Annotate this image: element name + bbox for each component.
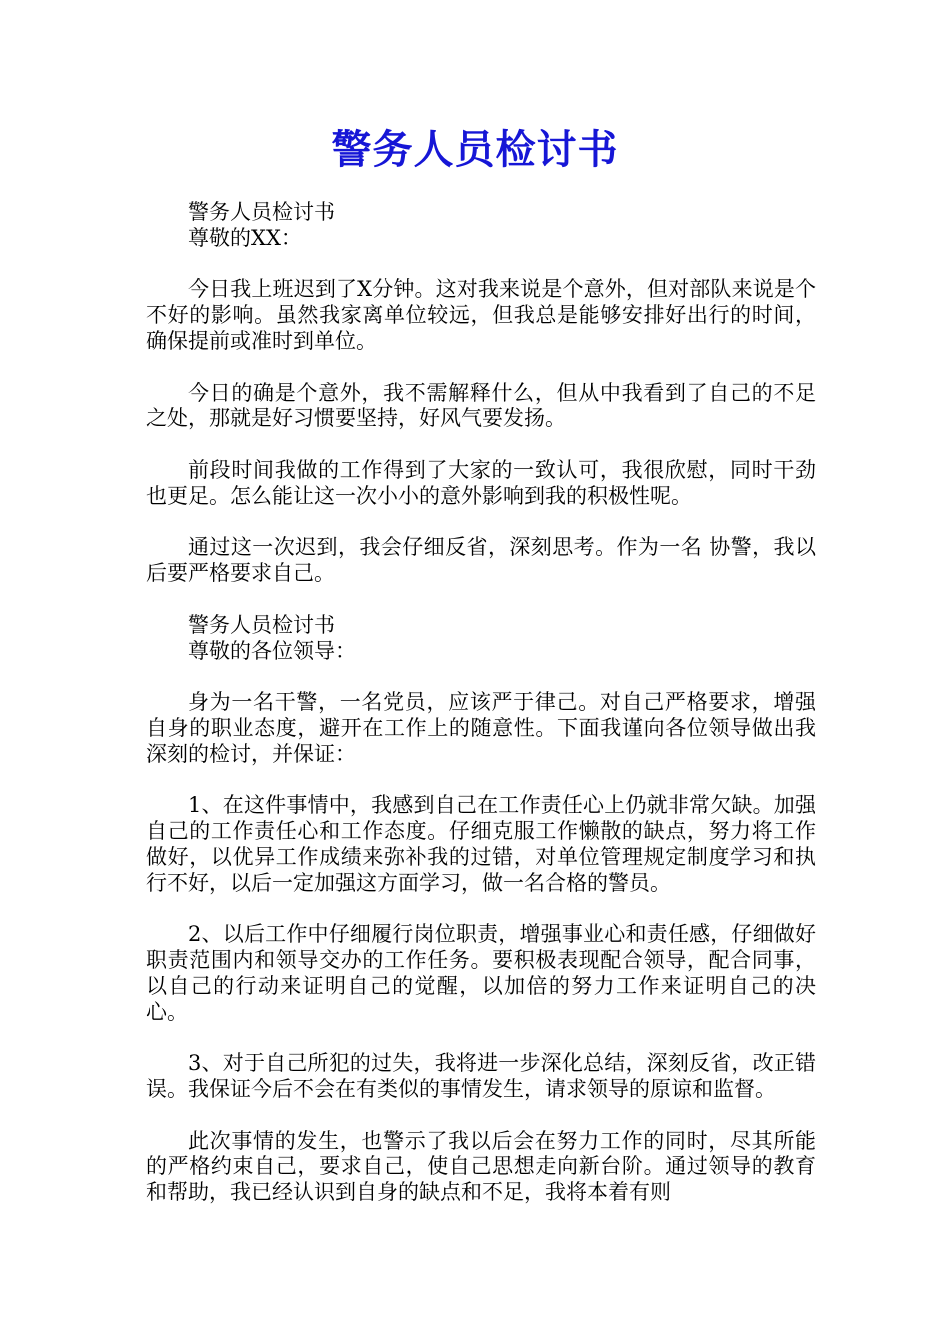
paragraph: 今日的确是个意外，我不需解释什么，但从中我看到了自己的不足之处，那就是好习惯要坚持，好风气要发扬。 [146,380,816,431]
letter-heading: 警务人员检讨书 [188,612,335,637]
paragraph: 3、对于自己所犯的过失，我将进一步深化总结，深刻反省，改正错误。我保证今后不会在有类似的事情发生，请求领导的原谅和监督。 [146,1051,816,1102]
salutation: 尊敬的XX： [188,225,302,250]
document-body [146,200,816,1232]
paragraph: 身为一名干警，一名党员，应该严于律己。对自己严格要求，增强自身的职业态度，避开在工作上的随意性。下面我谨向各位领导做出我深刻的检讨，并保证： [146,690,816,766]
paragraph: 2、以后工作中仔细履行岗位职责，增强事业心和责任感，仔细做好职责范围内和领导交办的工作任务。要积极表现配合领导，配合同事，以自己的行动来证明自己的觉醒，以加倍的努力工作来证明自己的决心。 [146,922,816,1024]
document-title: 警务人员检讨书 [331,126,619,173]
salutation: 尊敬的各位领导： [188,638,356,663]
paragraph: 通过这一次迟到，我会仔细反省，深刻思考。作为一名 协警，我以后要严格要求自己。 [146,535,816,586]
paragraph: 今日我上班迟到了X分钟。这对我来说是个意外，但对部队来说是个不好的影响。虽然我家离单位较远，但我总是能够安排好出行的时间，确保提前或准时到单位。 [146,277,816,353]
letter-heading: 警务人员检讨书 [188,200,335,224]
paragraph: 此次事情的发生，也警示了我以后会在努力工作的同时，尽其所能的严格约束自己，要求自己，使自己思想走向新台阶。通过领导的教育和帮助，我已经认识到自身的缺点和不足，我将本着有则 [146,1128,816,1205]
paragraph: 前段时间我做的工作得到了大家的一致认可，我很欣慰，同时干劲也更足。怎么能让这一次小小的意外影响到我的积极性呢。 [146,457,816,508]
paragraph: 1、在这件事情中，我感到自己在工作责任心上仍就非常欠缺。加强自己的工作责任心和工作态度。仔细克服工作懒散的缺点，努力将工作做好，以优异工作成绩来弥补我的过错，对单位管理规定制度学习和执行不好，以后一定加强这方面学习，做一名合格的警员。 [146,793,816,895]
